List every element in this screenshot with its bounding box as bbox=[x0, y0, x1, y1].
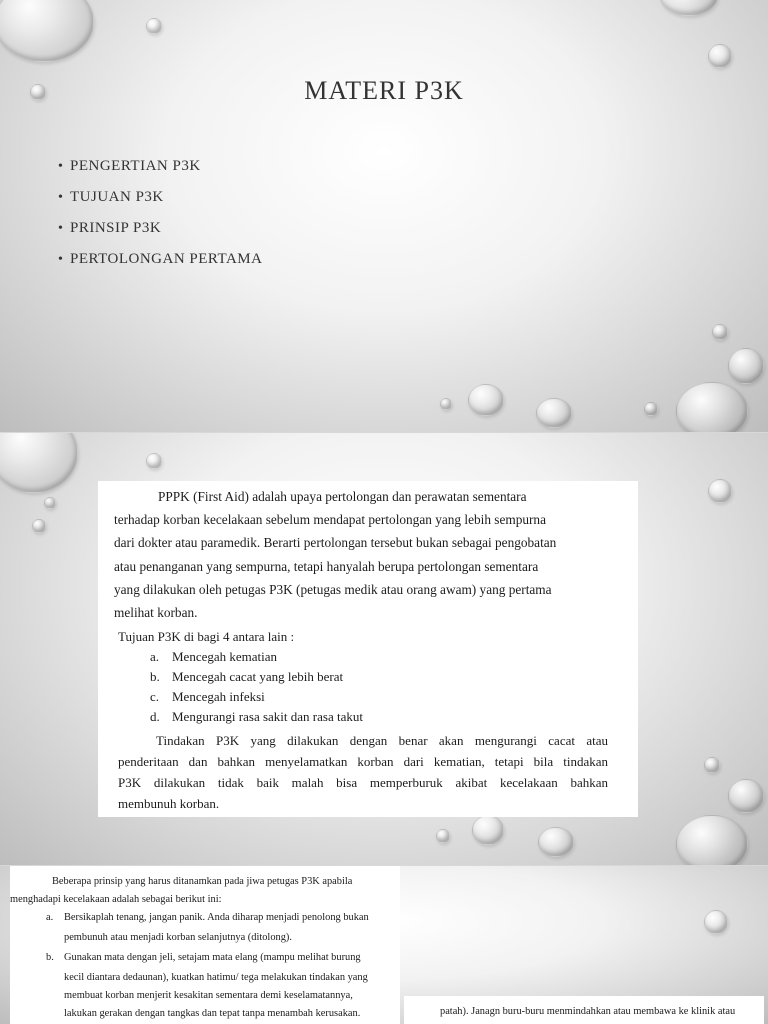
scan-letter: b. bbox=[46, 952, 54, 963]
slide-2 bbox=[0, 433, 768, 865]
topic-label: PENGERTIAN P3K bbox=[70, 158, 201, 174]
definition-paragraph bbox=[114, 485, 634, 624]
water-drop-decoration bbox=[146, 453, 162, 469]
paragraph-line: dari dokter atau paramedik. Berarti pertolongan tersebut bukan sebagai pengobatan bbox=[114, 535, 557, 551]
tujuan-intro: Tujuan P3K di bagi 4 antara lain : bbox=[118, 629, 295, 644]
water-drop-decoration bbox=[146, 18, 162, 34]
paragraph-line: PPPK (First Aid) adalah upaya pertolongan dan perawatan sementara bbox=[158, 489, 527, 504]
tujuan-item: Mengurangi rasa sakit dan rasa takut bbox=[172, 709, 363, 724]
document-excerpt-tujuan bbox=[98, 621, 638, 817]
water-drop-decoration bbox=[708, 44, 732, 68]
water-drop-decoration bbox=[728, 348, 764, 384]
water-drop-decoration bbox=[644, 402, 658, 416]
paragraph-line: yang dilakukan oleh petugas P3K (petugas medik atau orang awam) yang pertama bbox=[114, 581, 552, 597]
tujuan-item: Mencegah cacat yang lebih berat bbox=[172, 669, 344, 684]
topic-list bbox=[58, 154, 262, 278]
scan-line: membuat korban menjerit kesakitan sementara demi keselamatannya, bbox=[64, 990, 353, 1001]
water-drop-decoration bbox=[32, 519, 46, 533]
water-drop-decoration bbox=[712, 324, 728, 340]
water-drop-decoration bbox=[0, 0, 94, 62]
list-item bbox=[58, 185, 262, 216]
document-excerpt-fragment bbox=[404, 996, 764, 1024]
scan-line: patah). Janagn buru-buru menmindahkan atau membawa ke klinik atau bbox=[440, 1006, 736, 1017]
water-drop-decoration bbox=[472, 815, 504, 845]
water-drop-decoration bbox=[728, 779, 764, 813]
scan-line: kecil diantara dedaunan), kuatkan hatimu/ tega melakukan tindakan yang bbox=[64, 972, 368, 983]
closing-line: membunuh korban. bbox=[118, 796, 220, 811]
closing-line: P3K dilakukan tidak baik malah bisa memperburuk akibat kecelakaan bahkan bbox=[118, 775, 608, 790]
tujuan-letter: d. bbox=[150, 709, 160, 724]
water-drop-decoration bbox=[704, 757, 720, 773]
closing-line: penderitaan dan bahkan menyelamatkan korban dari kematian, tetapi bila tindakan bbox=[118, 754, 608, 769]
scan-line: menghadapi kecelakaan adalah sebagai berikut ini: bbox=[10, 894, 222, 905]
paragraph-line: atau penanganan yang sempurna, tetapi hanyalah berupa pertolongan sementara bbox=[114, 558, 539, 574]
paragraph-line: melihat korban. bbox=[114, 605, 198, 621]
document-excerpt-definition bbox=[98, 481, 638, 621]
bullet-glyph: • bbox=[58, 252, 64, 267]
water-drop-decoration bbox=[704, 910, 728, 934]
water-drop-decoration bbox=[676, 815, 748, 865]
slide-1 bbox=[0, 0, 768, 432]
list-item bbox=[58, 247, 262, 278]
scan-line: Beberapa prinsip yang harus ditanamkan pada jiwa petugas P3K apabila bbox=[52, 876, 353, 887]
topic-label: TUJUAN P3K bbox=[70, 189, 164, 205]
tujuan-item: Mencegah infeksi bbox=[172, 689, 265, 704]
slide-title: MATERI P3K bbox=[304, 76, 464, 105]
scan-line: pembunuh atau menjadi korban selanjutnya (ditolong). bbox=[64, 932, 292, 943]
scan-letter: a. bbox=[46, 912, 54, 923]
water-drop-decoration bbox=[0, 433, 78, 493]
water-drop-decoration bbox=[676, 382, 748, 432]
bullet-glyph: • bbox=[58, 221, 64, 236]
topic-label: PRINSIP P3K bbox=[70, 220, 162, 236]
water-drop-decoration bbox=[538, 827, 574, 857]
scan-line: Bersikaplah tenang, jangan panik. Anda diharap menjadi penolong bukan bbox=[64, 912, 369, 923]
water-drop-decoration bbox=[440, 398, 452, 410]
slide-3 bbox=[0, 866, 768, 1024]
list-item bbox=[58, 154, 262, 185]
document-excerpt-prinsip bbox=[10, 866, 400, 1024]
list-item bbox=[58, 216, 262, 247]
closing-line: Tindakan P3K yang dilakukan dengan benar akan mengurangi cacat atau bbox=[156, 733, 608, 748]
water-drop-decoration bbox=[436, 829, 450, 843]
scan-line: Gunakan mata dengan jeli, setajam mata elang (mampu melihat burung bbox=[64, 952, 361, 963]
paragraph-line: terhadap korban kecelakaan sebelum mendapat pertolongan yang lebih sempurna bbox=[114, 512, 546, 528]
bullet-glyph: • bbox=[58, 159, 64, 174]
tujuan-letter: c. bbox=[150, 689, 160, 704]
bullet-glyph: • bbox=[58, 190, 64, 205]
scan-line: lakukan gerakan dengan tangkas dan tepat tanpa menambah kerusakan. bbox=[64, 1008, 361, 1019]
water-drop-decoration bbox=[44, 497, 56, 509]
water-drop-decoration bbox=[536, 398, 572, 428]
water-drop-decoration bbox=[468, 384, 504, 416]
water-drop-decoration bbox=[708, 479, 732, 503]
tujuan-letter: b. bbox=[150, 669, 160, 684]
topic-label: PERTOLONGAN PERTAMA bbox=[70, 251, 263, 267]
water-drop-decoration bbox=[660, 0, 718, 16]
tujuan-letter: a. bbox=[150, 649, 160, 664]
tujuan-item: Mencegah kematian bbox=[172, 649, 278, 664]
